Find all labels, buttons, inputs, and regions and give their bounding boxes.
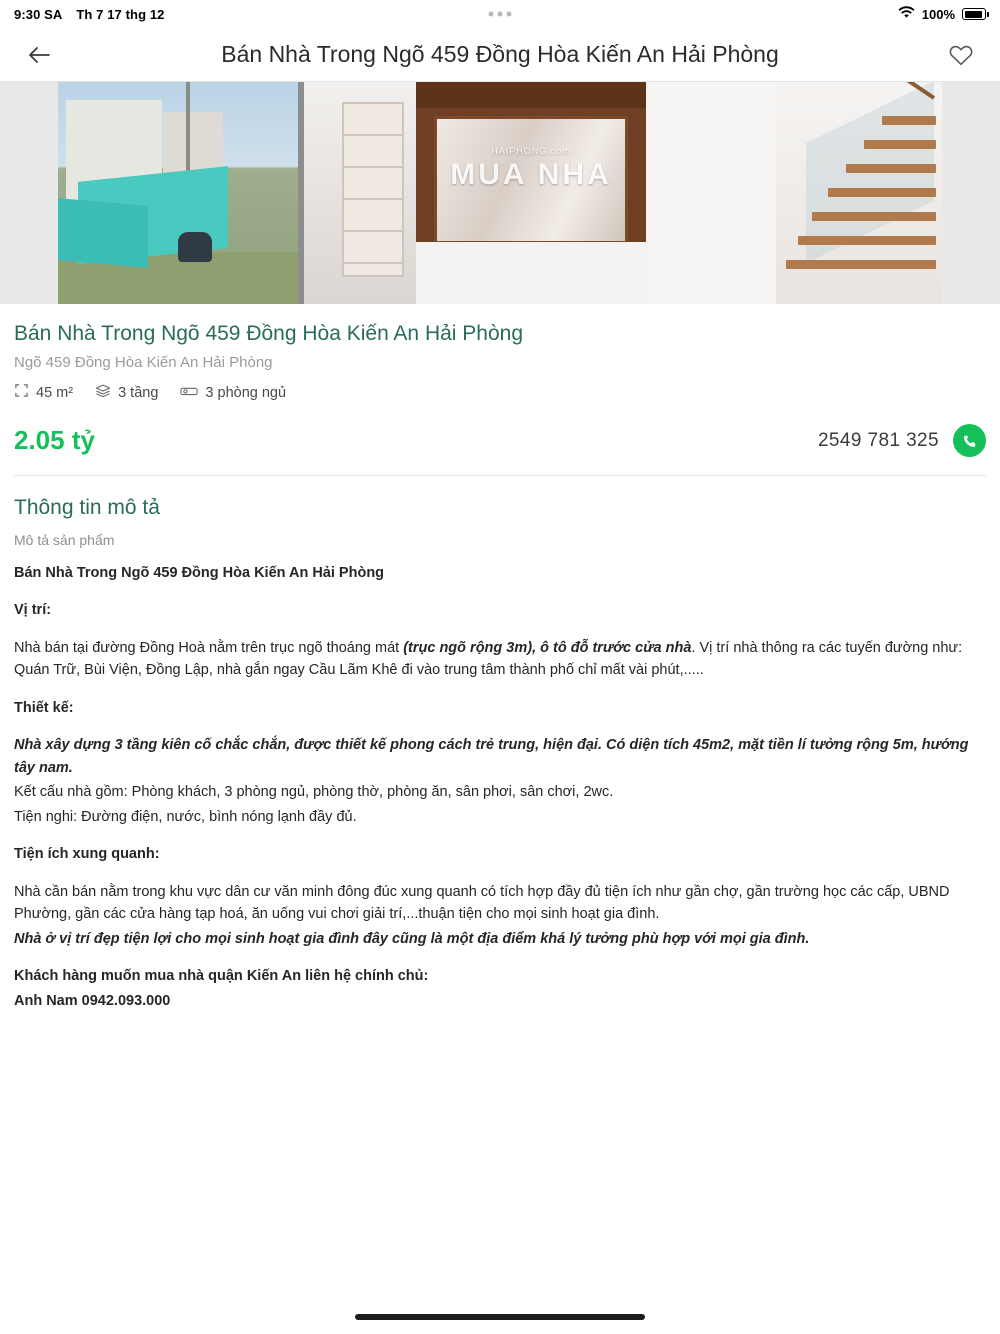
description-structure-line: Kết cấu nhà gồm: Phòng khách, 3 phòng ngủ, phòng thờ, phòng ăn, sân phơi, sân chơi, 2wc. (14, 784, 614, 801)
home-indicator[interactable] (355, 1314, 645, 1320)
heart-outline-icon[interactable] (944, 38, 978, 72)
area-icon (14, 383, 29, 402)
photo-gallery[interactable] (0, 82, 1000, 304)
wifi-icon (898, 6, 915, 22)
listing-content (0, 322, 1000, 1012)
fact-area (14, 383, 73, 402)
fact-area-label: 45 m² (36, 384, 74, 401)
navigation-bar (0, 28, 1000, 82)
floors-icon (95, 383, 111, 402)
description-amenity-line: Tiện nghi: Đường điện, nước, bình nóng lạnh đầy đủ. (14, 808, 357, 825)
gallery-photo-shelf (298, 82, 416, 304)
contact-area[interactable] (818, 424, 986, 457)
description-design-bold: Nhà xây dựng 3 tầng kiên cố chắc chắn, được thiết kế phong cách trẻ trung, hiện đại. Có diện tích 45m2, mặt tiền lí tưởng rộng 5m, hướng tây nam. (14, 737, 969, 776)
description-contact-line-2: Anh Nam 0942.093.000 (14, 992, 171, 1009)
status-dots (489, 12, 512, 17)
phone-call-icon[interactable] (953, 424, 986, 457)
listing-price: 2.05 tỷ (14, 425, 95, 455)
fact-bedrooms-label: 3 phòng ngủ (205, 384, 287, 401)
price-contact-row (14, 424, 986, 476)
description-body (14, 562, 986, 1012)
bedroom-icon (180, 384, 198, 402)
gallery-watermark (416, 146, 646, 192)
gallery-photo-interior (416, 82, 646, 304)
listing-title: Bán Nhà Trong Ngõ 459 Đồng Hòa Kiến An Hải Phòng (14, 322, 524, 345)
fact-floors-label: 3 tầng (118, 384, 159, 401)
gallery-photo-exterior (58, 82, 298, 304)
gallery-photo-stairs (646, 82, 942, 304)
gallery-prev-slide[interactable] (0, 82, 58, 304)
description-location-label: Vị trí: (14, 602, 52, 619)
status-date: Th 7 17 thg 12 (76, 6, 165, 22)
status-bar (0, 0, 1000, 28)
description-location-text-1: Nhà bán tại đường Đồng Hoà nằm trên trục ngõ thoáng mát (14, 639, 404, 656)
description-location-text-2: . Vị trí nhà thông ra các tuyến đường như: Quán Trữ, Bùi Viện, Đồng Lập, nhà gắn ngay Cầu Lãm Khê đi vào trung tâm thành phố chỉ mất vài phút,..... (14, 639, 963, 679)
status-dot (489, 12, 494, 17)
description-design-label: Thiết kế: (14, 699, 74, 716)
battery-icon (962, 8, 986, 20)
contact-phone-number[interactable]: 2549 781 325 (817, 429, 939, 451)
description-section-title: Thông tin mô tả (14, 496, 160, 519)
battery-percent: 100% (921, 6, 955, 22)
status-bar-left (14, 7, 164, 22)
status-bar-right (898, 6, 986, 22)
description-surround-bold: Nhà ở vị trí đẹp tiện lợi cho mọi sinh hoạt gia đình đây cũng là một địa điểm khá lý tưởng phù hợp với mọi gia đình. (14, 930, 810, 947)
description-contact-line-1: Khách hàng muốn mua nhà quận Kiến An liên hệ chính chủ: (14, 968, 429, 985)
description-surround-label: Tiện ích xung quanh: (14, 846, 160, 863)
fact-floors (95, 383, 158, 402)
page-title: Bán Nhà Trong Ngõ 459 Đồng Hòa Kiến An Hải Phòng (221, 41, 779, 67)
status-time: 9:30 SA (14, 6, 63, 22)
description-heading: Bán Nhà Trong Ngõ 459 Đồng Hòa Kiến An Hải Phòng (14, 565, 385, 581)
fact-bedrooms (180, 384, 286, 402)
gallery-next-slide[interactable] (942, 82, 1000, 304)
gallery-watermark-text: MUA NHA (450, 158, 612, 191)
description-location-paragraph (14, 637, 986, 682)
status-dot (507, 12, 512, 17)
description-sub-label: Mô tả sản phẩm (14, 532, 115, 548)
listing-facts (14, 383, 986, 402)
description-surround-text: Nhà cần bán nằm trong khu vực dân cư văn minh đông đúc xung quanh có tích hợp đầy đủ tiện ích như gần chợ, gần trường học các cấp, UBND Phường, gần các cửa hàng tạp hoá, ăn uống vui chơi giải trí,...thuận tiện cho mọi sinh hoạt gia đình. (14, 883, 950, 923)
description-location-bold: (trục ngõ rộng 3m), ô tô đỗ trước cửa nhà (403, 639, 692, 656)
listing-address: Ngõ 459 Đồng Hòa Kiến An Hải Phòng (14, 354, 273, 371)
back-arrow-icon[interactable] (22, 38, 56, 72)
gallery-watermark-top: HAIPHONG.com (491, 146, 571, 156)
status-dot (498, 12, 503, 17)
gallery-current-slide[interactable] (58, 82, 942, 304)
